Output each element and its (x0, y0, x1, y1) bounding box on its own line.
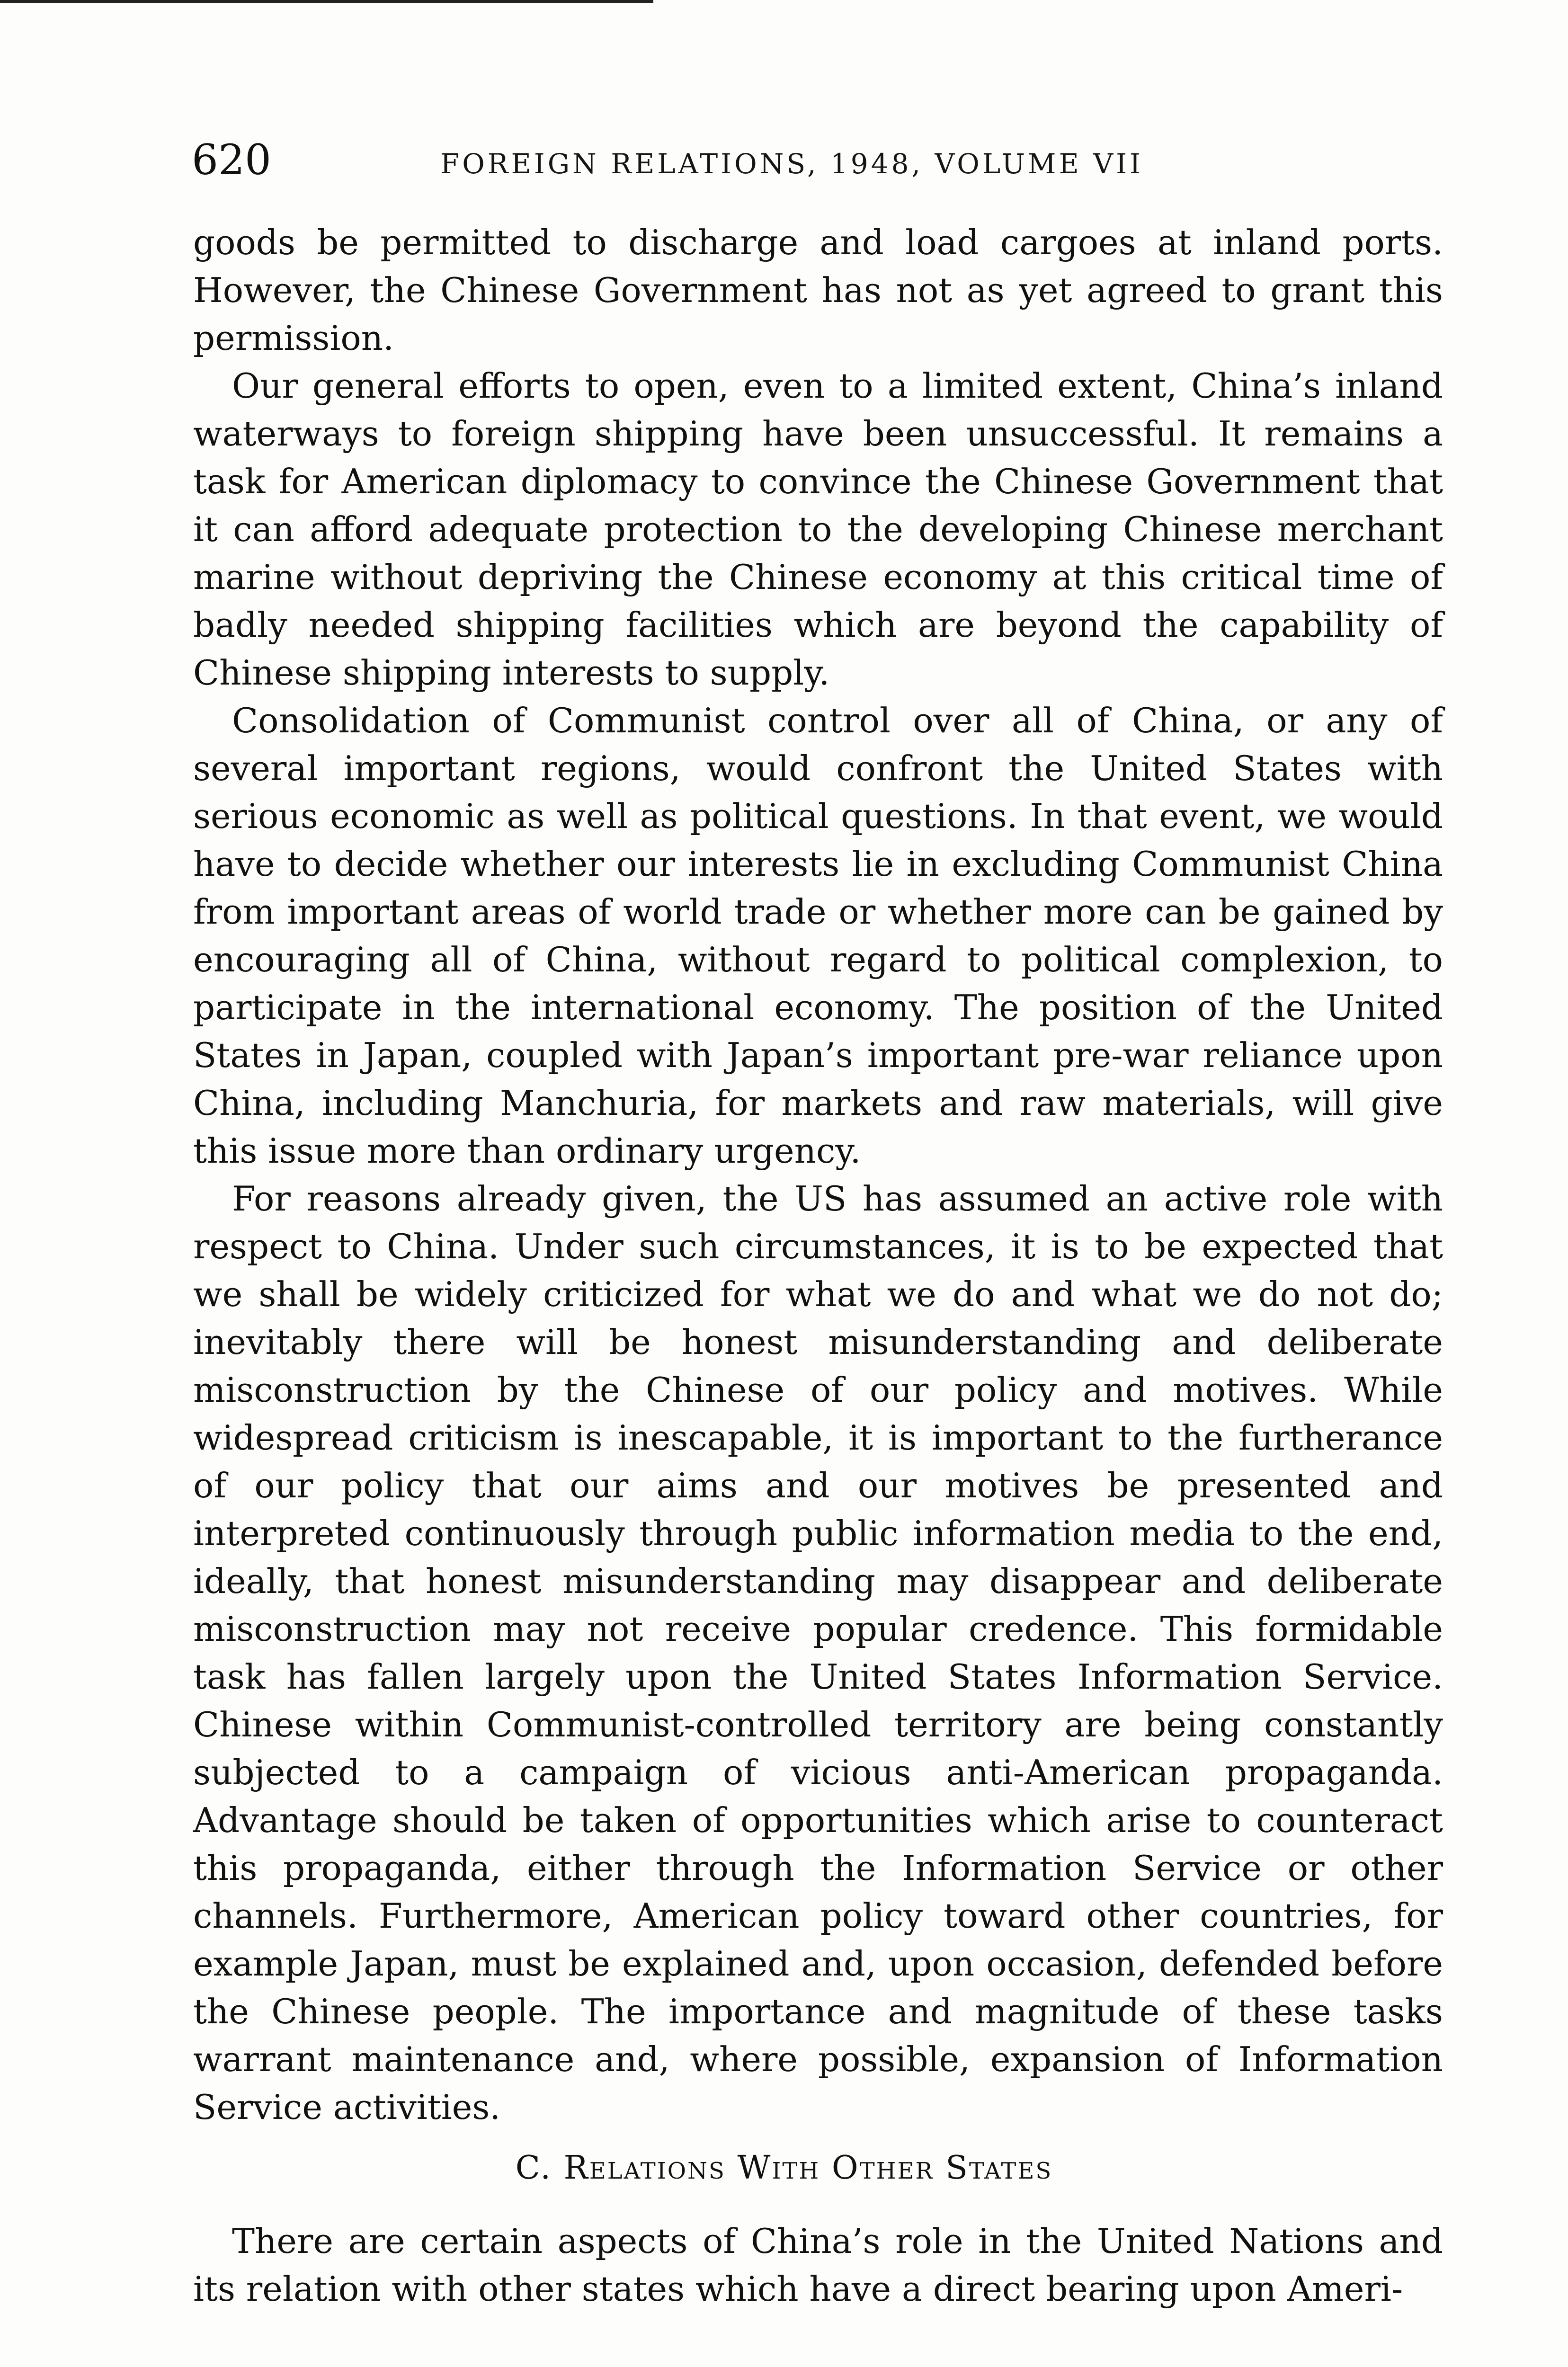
section-heading: C. Relations With Other States (515, 2149, 1053, 2187)
section-body (193, 2217, 1443, 2313)
running-header (192, 136, 1451, 193)
paragraph-inland-waterways: Our general efforts to open, even to a limited extent, China’s inland waterways to foreign shipping have been unsuccessful. It remains a task for American diplomacy to convince the Chinese Government that it can afford adequate protection to the developing Chinese merchant marine without depriving the Chinese economy at this critical time of badly needed shipping facilities which are beyond the capability of Chinese shipping interests to supply. (193, 366, 1443, 693)
running-title: FOREIGN RELATIONS, 1948, VOLUME VII (440, 148, 1143, 180)
paragraph-communist-control: Consolidation of Communist control over all of China, or any of several important regions, would confront the United States with serious economic as well as political questions. In that event, we would have to decide whether our interests lie in excluding Communist China from important areas of world trade or whether more can be gained by encouraging all of China, without regard to political complexion, to participate in the international economy. The position of the United States in Japan, coupled with Japan’s important pre-war reliance upon China, including Manchuria, for markets and raw materials, will give this issue more than ordinary urgency. (193, 701, 1443, 1171)
top-border-rule (0, 0, 653, 3)
body-text (193, 219, 1443, 2131)
paragraph-united-nations: There are certain aspects of China’s role in the United Nations and its relation with other states which have a direct bearing upon Ameri- (193, 2221, 1443, 2309)
paragraph-continuation: goods be permitted to discharge and load cargoes at inland ports. However, the Chinese Government has not as yet agreed to grant this permission. (193, 222, 1443, 358)
page-number: 620 (192, 135, 271, 184)
paragraph-information-service: For reasons already given, the US has assumed an active role with respect to China. Under such circumstances, it is to be expected that we shall be widely criticized for what we do and what we do not do; inevitably there will be honest misunderstanding and deliberate misconstruction by the Chinese of our policy and motives. While widespread criticism is inescapable, it is important to the furtherance of our policy that our aims and our motives be presented and interpreted continuously through public information media to the end, ideally, that honest misunderstanding may disappear and deliberate misconstruction may not receive popular credence. This formidable task has fallen largely upon the United States Information Service. Chinese within Communist-controlled territory are being constantly subjected to a campaign of vicious anti-American propaganda. Advantage should be taken of opportunities which arise to counteract this propaganda, either through the Information Service or other channels. Furthermore, American policy toward other countries, for example Japan, must be explained and, upon occasion, defended before the Chinese people. The importance and magnitude of these tasks warrant maintenance and, where possible, expansion of Information Service activities. (193, 1179, 1443, 2127)
